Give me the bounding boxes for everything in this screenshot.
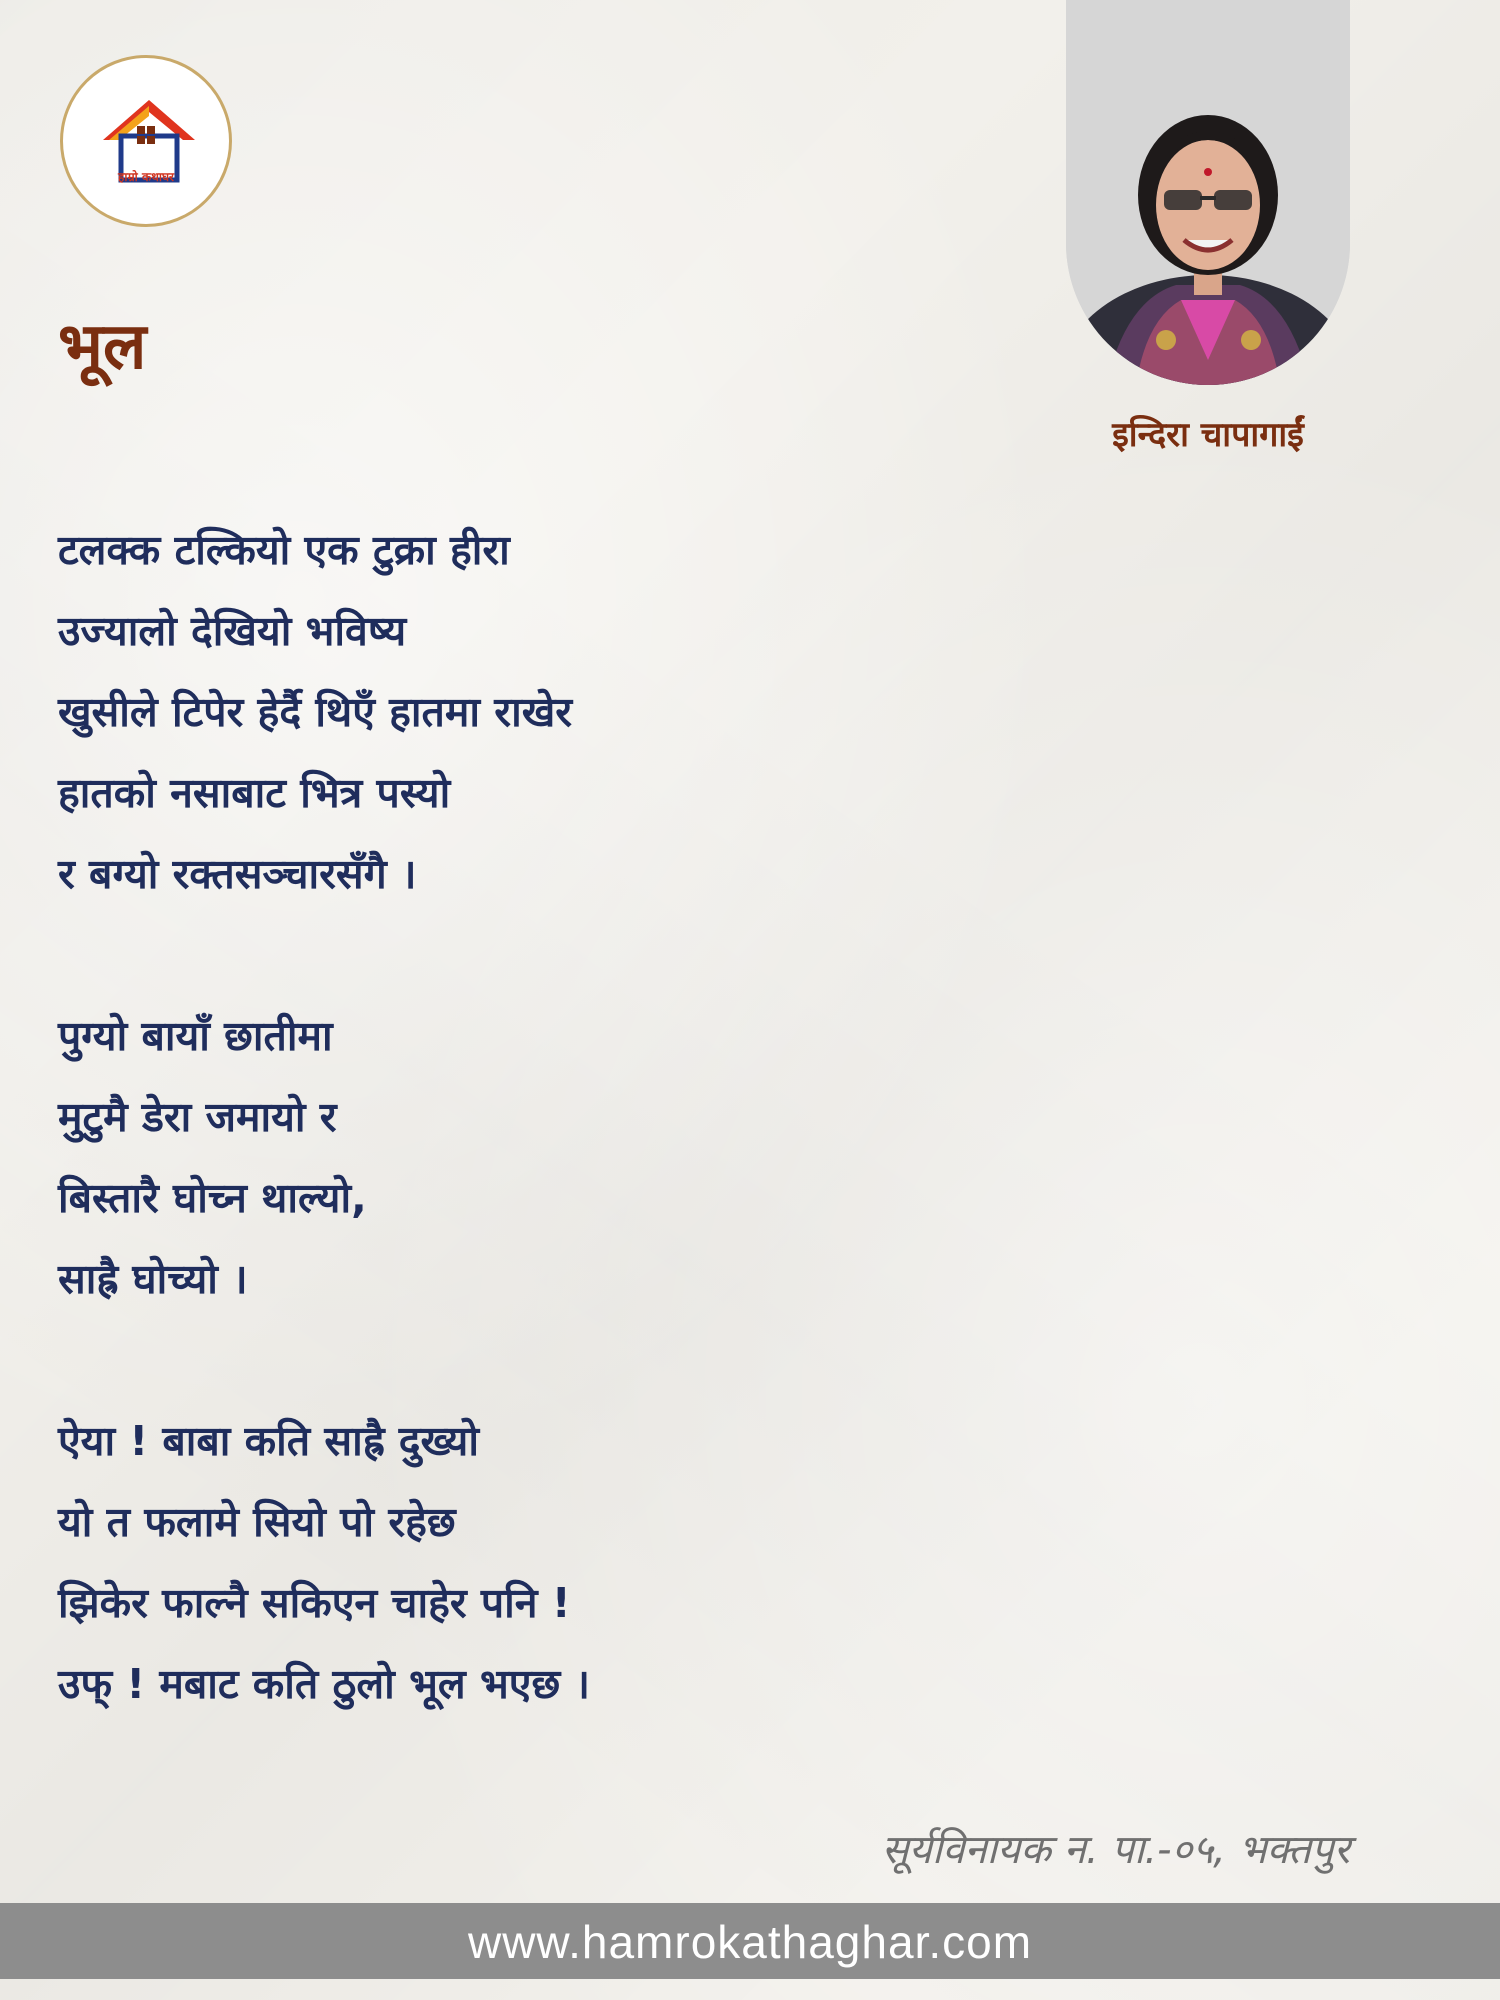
brand-logo[interactable] [60,55,232,227]
poem-line: यो त फलामे सियो पो रहेछ [58,1498,456,1546]
poem-body [58,510,958,1725]
stanza-3 [58,1401,958,1725]
author-address: सूर्यविनायक न. पा.-०५, भक्तपुर [881,1827,1350,1873]
author-name: इन्दिरा चापागाईं [1112,415,1304,455]
author-portrait [1066,0,1350,385]
poem-line: र बग्यो रक्तसञ्चारसँगै । [58,850,417,898]
footer-bar [0,1903,1500,1979]
poem-line: बिस्तारै घोच्न थाल्यो, [58,1174,367,1222]
poem-line: खुसीले टिपेर हेर्दै थिएँ हातमा राखेर [58,688,573,736]
poem-line: उज्यालो देखियो भविष्य [58,607,407,655]
poem-line: टलक्क टल्कियो एक टुक्रा हीरा [58,526,510,574]
logo-text: हाम्रो कथाघर [118,170,174,184]
author-photo-panel [1066,0,1350,385]
poem-line: झिकेर फाल्नै सकिएन चाहेर पनि ! [58,1579,571,1627]
website-link[interactable]: www.hamrokathaghar.com [467,1916,1033,1968]
poem-line: ऐया ! बाबा कति साह्रै दुख्यो [58,1417,479,1465]
poem-line: साह्रै घोच्यो । [58,1255,248,1303]
stanza-1 [58,510,958,915]
poem-line: मुटुमै डेरा जमायो र [58,1093,337,1141]
poem-line: पुग्यो बायाँ छातीमा [58,1012,333,1060]
poem-line: उफ् ! मबाट कति ठुलो भूल भएछ । [58,1660,591,1708]
stanza-2 [58,996,958,1320]
poem-title: भूल [58,310,147,384]
poem-line: हातको नसाबाट भित्र पस्यो [58,769,451,817]
